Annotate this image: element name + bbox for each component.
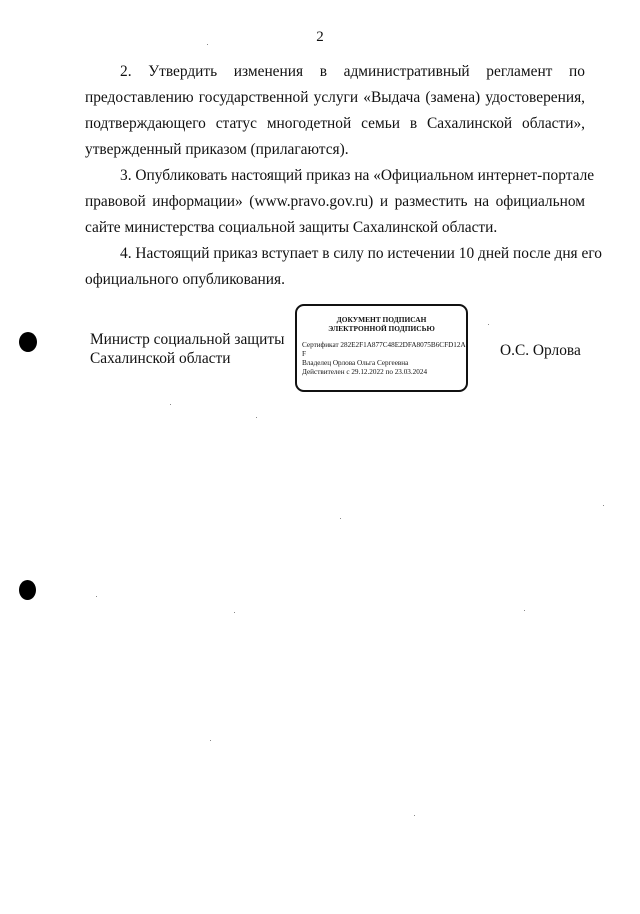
stamp-title-line: ЭЛЕКТРОННОЙ ПОДПИСЬЮ [328, 324, 435, 333]
paragraph-line: подтверждающего статус многодетной семьи в Сахалинской области», [85, 115, 585, 132]
scan-speck [234, 612, 235, 613]
scan-speck [210, 740, 211, 741]
stamp-details [302, 341, 466, 377]
paragraph-line: утвержденный приказом (прилагаются). [85, 141, 349, 158]
paragraph-line: 2. Утвердить изменения в административный регламент по [120, 63, 585, 80]
signer-position-line: Министр социальной защиты [90, 331, 285, 348]
stamp-certificate: Сертификат 282E2F1A877C48E2DFA8075B6CFD12A [302, 341, 466, 349]
stamp-title [297, 315, 466, 333]
punch-hole-mark [19, 332, 37, 352]
punch-hole-mark [19, 580, 36, 600]
stamp-title-line: ДОКУМЕНТ ПОДПИСАН [336, 315, 427, 324]
scan-speck [524, 610, 525, 611]
scan-speck [96, 596, 97, 597]
scan-speck [340, 518, 341, 519]
paragraph-item-3 [85, 163, 595, 241]
signer-name: О.С. Орлова [500, 342, 581, 359]
scan-speck [170, 404, 171, 405]
paragraph-line: правовой информации» (www.pravo.gov.ru) и разместить на официальном [85, 193, 585, 210]
paragraph-item-4 [85, 241, 602, 293]
scan-speck [207, 44, 208, 45]
paragraph-line: 4. Настоящий приказ вступает в силу по истечении 10 дней после дня его [120, 245, 602, 262]
paragraph-line: официального опубликования. [85, 271, 285, 288]
scan-speck [603, 505, 604, 506]
signer-position [90, 330, 284, 368]
paragraph-line: предоставлению государственной услуги «Выдача (замена) удостоверения, [85, 89, 585, 106]
paragraph-line: сайте министерства социальной защиты Сахалинской области. [85, 219, 498, 236]
page-number: 2 [316, 29, 324, 45]
paragraph-item-2 [85, 59, 585, 163]
signer-position-line: Сахалинской области [90, 350, 231, 367]
stamp-owner: Владелец Орлова Ольга Сергеевна [302, 359, 409, 367]
stamp-validity: Действителен с 29.12.2022 по 23.03.2024 [302, 368, 428, 376]
scan-speck [414, 815, 415, 816]
stamp-certificate-cont: F [302, 350, 306, 358]
electronic-signature-stamp [295, 304, 468, 392]
scan-speck [256, 417, 257, 418]
scan-speck [488, 324, 489, 325]
paragraph-line: 3. Опубликовать настоящий приказ на «Официальном интернет-портале [120, 167, 595, 184]
